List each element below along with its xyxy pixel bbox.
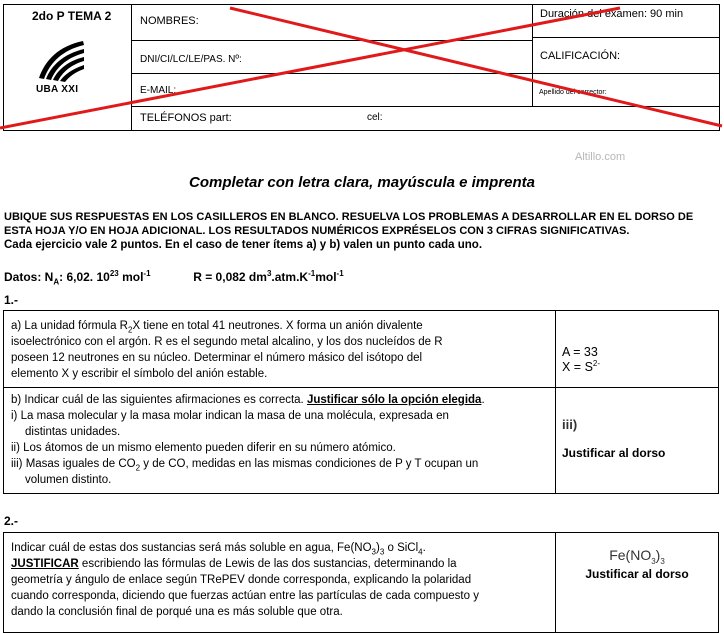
q1a-statement: a) La unidad fórmula $R_2X$ tiene en total 41 neutrones. X forma un anión divalente isoelectrónico con el argón. R es el segundo metal alcalino, y los dos nucleídos de R poseen 12 neutrones en su núcleo. Determinar el número másico del isótopo del elemento X y escribir el símbolo del anión estable. — [4, 311, 556, 388]
subscript: A — [53, 277, 60, 287]
instruction-line: UBIQUE SUS RESPUESTAS EN LOS CASILLEROS EN BLANCO. RESUELVA LOS PROBLEMAS A DESARROLLAR EN EL DORSO DE — [4, 211, 694, 223]
red-cross-mark — [0, 0, 724, 131]
instruction-line: ESTA HOJA Y/O EN HOJA ADICIONAL. LOS RESULTADOS NUMÉRICOS EXPRÉSELOS CON 3 CIFRAS SIGNIFICATIVAS. — [4, 225, 630, 237]
q2-answer-box[interactable] — [556, 533, 719, 633]
institution-name: UBA XXI — [36, 84, 79, 95]
unit: mol — [118, 270, 144, 284]
gas-constant: R = 0,082 dm — [193, 270, 267, 284]
superscript: -1 — [308, 269, 316, 278]
question-2-table — [3, 532, 719, 633]
unit: .atm.K — [271, 270, 309, 284]
exam-header — [0, 0, 724, 131]
dni-label: DNI/CI/LC/LE/PAS. Nº: — [140, 54, 242, 65]
q2-answer-note: Justificar al dorso — [585, 567, 689, 581]
q1a-answer-box[interactable] — [556, 311, 719, 388]
instructions — [4, 210, 693, 252]
q2-statement: Indicar cuál de estas dos sustancias será más soluble en agua, $Fe(NO_3)_3$ o SiCl$_4$. JUSTIFICAR escribiendo las fórmulas de Lewis de las dos sustancias, determinando la geometría y ángulo de enlace según TRePEV donde corresponda, explicando la polaridad cuando corresponda, diciendo que fuerzas actúan entre las partículas de cada compuesto y dando la conclusión final de porqué una es más soluble que otra. — [4, 533, 556, 633]
question-1-label: 1.- — [4, 293, 19, 307]
superscript: -1 — [336, 269, 344, 278]
avogadro-value: : 6,02. 10 — [59, 270, 110, 284]
datos-label: Datos: N — [4, 270, 54, 284]
datos-line — [4, 269, 344, 287]
superscript: -1 — [143, 269, 151, 278]
unit: mol — [315, 270, 337, 284]
watermark: Altillo.com — [575, 151, 626, 163]
nombres-label: NOMBRES: — [140, 15, 199, 27]
duracion-label: Duración del examen: 90 min — [540, 8, 684, 20]
telefonos-label: TELÉFONOS part: — [140, 112, 232, 124]
q2-answer-substance: $Fe(NO_3)_3$ — [609, 547, 665, 566]
email-label: E-MAIL: — [140, 85, 177, 96]
q1a-answer-anion: $X = S^{2-}$ — [562, 358, 601, 374]
calificacion-label: CALIFICACIÓN: — [540, 50, 621, 62]
q1b-statement: b) Indicar cuál de las siguientes afirmaciones es correcta. Justificar sólo la opción elegida. i) La masa molecular y la masa molar indican la masa de una molécula, expresada en distintas unidades. ii) Los átomos de un mismo elemento pueden diferir en su número atómico. iii) Masas iguales de $CO_2$ y de CO, medidas en las mismas condiciones de P y T ocupan un volumen distinto. — [4, 388, 556, 494]
corrector-label: Apellido del corrector: — [539, 89, 607, 96]
q1b-answer-box[interactable] — [556, 388, 719, 494]
superscript: 3 — [266, 269, 272, 278]
q1b-answer-note: Justificar al dorso — [562, 446, 666, 460]
cel-label: cel: — [367, 112, 383, 123]
subtitle: Completar con letra clara, mayúscula e imprenta — [189, 174, 535, 191]
superscript: 23 — [109, 269, 119, 278]
instruction-line: Cada ejercicio vale 2 puntos. En el caso de tener ítems a) y b) valen un punto cada uno. — [4, 239, 483, 251]
q1a-answer-mass: A = 33 — [562, 345, 598, 359]
question-2-label: 2.- — [4, 514, 19, 528]
justify-instruction: JUSTIFICAR — [11, 558, 79, 570]
question-1-table — [3, 310, 719, 494]
exam-tema: 2do P TEMA 2 — [32, 9, 112, 23]
justify-instruction: Justificar sólo la opción elegida — [306, 394, 482, 406]
q1b-answer-option: iii) — [562, 417, 578, 432]
